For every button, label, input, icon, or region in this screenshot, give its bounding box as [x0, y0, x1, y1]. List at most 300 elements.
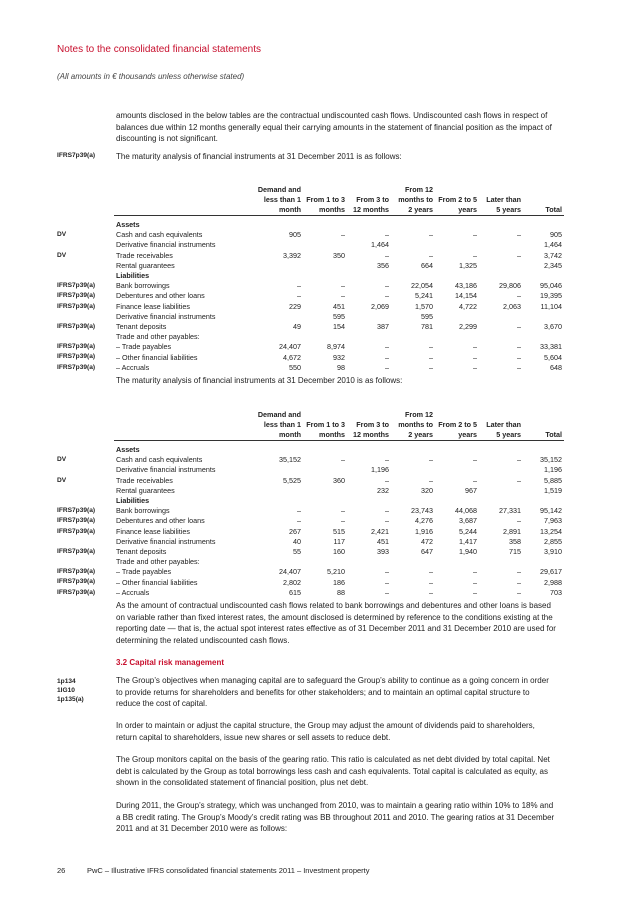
table-cell: 2,421: [371, 526, 389, 536]
table-cell: [435, 465, 479, 475]
table-row: [114, 516, 564, 526]
table-row: [114, 342, 564, 352]
table-cell: 664: [421, 260, 433, 270]
table-cell: –: [297, 291, 301, 301]
table-cell: –: [385, 506, 389, 516]
table-cell: 29,806: [499, 281, 521, 291]
margin-ref-capital-1: 1p134: [57, 678, 76, 685]
table-cell: 98: [337, 362, 345, 372]
table-cell: [523, 312, 564, 322]
table-cell: 2,855: [544, 536, 562, 546]
row-label: – Other financial liabilities: [116, 352, 198, 362]
margin-ref: IFRS7p39(a): [57, 282, 96, 289]
margin-ref: DV: [57, 231, 67, 238]
margin-ref: IFRS7p39(a): [57, 507, 96, 514]
table-cell: 35,152: [279, 455, 301, 465]
table-cell: 5,244: [459, 526, 477, 536]
table-row: [114, 476, 564, 486]
table-row: [114, 506, 564, 516]
table-cell: 387: [377, 321, 389, 331]
table-row: [114, 445, 564, 455]
table-cell: 4,722: [459, 301, 477, 311]
table-cell: [479, 465, 523, 475]
column-header: From 3 to 12 months: [353, 420, 389, 439]
table-cell: [347, 445, 391, 455]
table-cell: –: [385, 342, 389, 352]
table-cell: 2,069: [371, 301, 389, 311]
table-cell: –: [473, 362, 477, 372]
table-row: [114, 302, 564, 312]
table-cell: –: [517, 577, 521, 587]
table-row: [114, 261, 564, 271]
table-row: [114, 577, 564, 587]
row-label: – Accruals: [116, 587, 150, 597]
table-cell: [391, 332, 435, 342]
table-cell: [479, 445, 523, 455]
row-label: Bank borrowings: [116, 281, 170, 291]
table-cell: [254, 445, 303, 455]
maturity-2010-intro: The maturity analysis of financial instruments at 31 December 2010 is as follows:: [116, 376, 403, 385]
table-cell: [347, 557, 391, 567]
table-cell: –: [341, 230, 345, 240]
table-row: [114, 496, 564, 506]
row-label: Liabilities: [116, 496, 150, 506]
table-cell: 95,046: [540, 281, 562, 291]
row-label: Debentures and other loans: [116, 516, 205, 526]
row-label: Finance lease liabilities: [116, 526, 190, 536]
table-cell: –: [385, 281, 389, 291]
table-cell: 1,519: [544, 485, 562, 495]
column-header: From 3 to 12 months: [353, 195, 389, 214]
table-cell: 154: [333, 321, 345, 331]
table-cell: 1,417: [459, 536, 477, 546]
variable-rate-paragraph: As the amount of contractual undiscounted cash flows related to bank borrowings and debentures and other loans is based on variable rather than fixed interest rates, the amount disclosed is determined by reference to the conditions existing at the reporting date — that is, the actual spot interest rates effective as of 31 December 2011 and 31 December 2010 are used for determining the related undiscounted cash flows.: [116, 601, 556, 645]
table-cell: [303, 496, 347, 506]
table-cell: [479, 271, 523, 281]
table-row: [114, 332, 564, 342]
table-cell: 3,670: [544, 321, 562, 331]
table-row: [114, 291, 564, 301]
column-header: Demand and less than 1 month: [257, 410, 301, 439]
table-cell: 2,063: [503, 301, 521, 311]
table-cell: 2,299: [459, 321, 477, 331]
table-row: [114, 322, 564, 332]
table-cell: 33,381: [540, 342, 562, 352]
table-cell: 14,154: [455, 291, 477, 301]
table-cell: [303, 486, 347, 496]
table-cell: 49: [293, 321, 301, 331]
table-cell: –: [517, 567, 521, 577]
page-footer: [57, 866, 370, 875]
table-cell: –: [517, 587, 521, 597]
table-cell: [254, 557, 303, 567]
row-label: Finance lease liabilities: [116, 301, 190, 311]
capital-paragraph-4: During 2011, the Group’s strategy, which was unchanged from 2010, was to maintain a gearing ratio within 10% to 18% and a BB credit rating. The Group’s Moody’s credit rating was BB throughout 2011 and 2010. The gearing ratios at 31 December 2011 and at 31 December 2010 were as follows:: [116, 801, 555, 833]
table-row: [114, 588, 564, 598]
table-cell: [347, 220, 391, 230]
table-cell: –: [517, 291, 521, 301]
column-header: Total: [545, 430, 562, 439]
table-cell: –: [341, 291, 345, 301]
row-label: Trade and other payables:: [116, 332, 200, 342]
margin-ref: IFRS7p39(a): [57, 548, 96, 555]
row-label: – Trade payables: [116, 567, 172, 577]
table-cell: –: [429, 230, 433, 240]
table-cell: 4,672: [283, 352, 301, 362]
table-cell: 360: [333, 475, 345, 485]
table-cell: 595: [421, 311, 433, 321]
table-cell: –: [341, 281, 345, 291]
table-cell: –: [385, 587, 389, 597]
table-cell: [435, 312, 479, 322]
table-cell: [303, 557, 347, 567]
table-cell: 905: [289, 230, 301, 240]
table-cell: [523, 445, 564, 455]
table-cell: 160: [333, 546, 345, 556]
table-cell: –: [473, 455, 477, 465]
table-cell: [523, 220, 564, 230]
margin-ref: IFRS7p39(a): [57, 303, 96, 310]
row-label: Assets: [116, 220, 140, 230]
table-cell: [391, 445, 435, 455]
maturity-2011-intro: The maturity analysis of financial instruments at 31 December 2011 is as follows:: [116, 152, 402, 161]
table-cell: [347, 271, 391, 281]
row-label: Trade receivables: [116, 475, 173, 485]
margin-ref: IFRS7p39(a): [57, 517, 96, 524]
table-cell: 595: [333, 311, 345, 321]
table-row: [114, 230, 564, 240]
table-row: [114, 567, 564, 577]
table-cell: [254, 496, 303, 506]
table-cell: [435, 271, 479, 281]
table-cell: 13,254: [540, 526, 562, 536]
table-cell: [303, 271, 347, 281]
row-label: – Accruals: [116, 362, 150, 372]
table-cell: 95,142: [540, 506, 562, 516]
table-cell: [435, 557, 479, 567]
table-cell: 22,054: [411, 281, 433, 291]
table-cell: –: [517, 342, 521, 352]
table-cell: 5,885: [544, 475, 562, 485]
margin-ref: IFRS7p39(a): [57, 364, 96, 371]
table-row: [114, 455, 564, 465]
capital-paragraph-2: In order to maintain or adjust the capital structure, the Group may adjust the amount of dividends paid to shareholders, return capital to shareholders, issue new shares or sell assets to reduce debt.: [116, 721, 535, 742]
table-cell: –: [473, 567, 477, 577]
table-cell: –: [473, 475, 477, 485]
table-cell: 647: [421, 546, 433, 556]
table-cell: 4,276: [415, 516, 433, 526]
margin-ref-capital-3: 1p135(a): [57, 696, 84, 703]
margin-ref: IFRS7p39(a): [57, 292, 96, 299]
table-cell: 715: [509, 546, 521, 556]
margin-ref: IFRS7p39(a): [57, 528, 96, 535]
table-cell: –: [429, 352, 433, 362]
table-cell: [479, 496, 523, 506]
row-label: Derivative financial instruments: [116, 536, 216, 546]
table-cell: 350: [333, 250, 345, 260]
table-cell: –: [473, 577, 477, 587]
row-label: Tenant deposits: [116, 321, 167, 331]
table-cell: 615: [289, 587, 301, 597]
table-cell: [254, 271, 303, 281]
row-label: Derivative financial instruments: [116, 240, 216, 250]
maturity-table-2011: [114, 171, 564, 373]
table-cell: 320: [421, 485, 433, 495]
table-cell: [523, 332, 564, 342]
table-cell: [523, 557, 564, 567]
table-cell: [435, 445, 479, 455]
column-header: Total: [545, 205, 562, 214]
table-cell: 393: [377, 546, 389, 556]
table-cell: [435, 220, 479, 230]
table-cell: [435, 496, 479, 506]
table-cell: –: [385, 516, 389, 526]
table-cell: –: [429, 587, 433, 597]
table-cell: –: [473, 342, 477, 352]
row-label: Trade receivables: [116, 250, 173, 260]
table-cell: [391, 271, 435, 281]
margin-ref-2011-intro: IFRS7p39(a): [57, 152, 96, 159]
footer-text: PwC – Illustrative IFRS consolidated financial statements 2011 – Investment property: [87, 866, 370, 875]
table-row: [114, 251, 564, 261]
margin-ref: IFRS7p39(a): [57, 589, 96, 596]
capital-paragraph-3: The Group monitors capital on the basis of the gearing ratio. This ratio is calculated as net debt divided by total capital. Net debt is calculated by the Group as total borrowings less cash and cash equivalents. Total capital is calculated as equity, as shown in the consolidated statement of financial position, plus net debt.: [116, 755, 550, 787]
table-cell: 5,604: [544, 352, 562, 362]
table-cell: [347, 312, 391, 322]
table-cell: [347, 332, 391, 342]
table-cell: 472: [421, 536, 433, 546]
table-cell: 43,186: [455, 281, 477, 291]
table-cell: 648: [550, 362, 562, 372]
table-cell: 1,464: [371, 240, 389, 250]
table-cell: 19,395: [540, 291, 562, 301]
table-cell: –: [517, 362, 521, 372]
table-cell: 5,241: [415, 291, 433, 301]
margin-ref-capital-2: 1IG10: [57, 687, 75, 694]
table-cell: –: [517, 352, 521, 362]
table-row: [114, 527, 564, 537]
column-header: From 2 to 5 years: [438, 420, 477, 439]
column-header: [114, 171, 254, 216]
table-cell: [303, 445, 347, 455]
table-cell: 55: [293, 546, 301, 556]
table-cell: –: [517, 516, 521, 526]
column-header: From 2 to 5 years: [438, 195, 477, 214]
row-label: Cash and cash equivalents: [116, 455, 203, 465]
table-cell: 7,963: [544, 516, 562, 526]
table-row: [114, 486, 564, 496]
table-cell: 515: [333, 526, 345, 536]
table-cell: [479, 261, 523, 271]
column-header: From 12 months to 2 years: [398, 410, 433, 439]
table-cell: 186: [333, 577, 345, 587]
table-cell: –: [385, 577, 389, 587]
table-cell: 1,570: [415, 301, 433, 311]
table-cell: [254, 240, 303, 250]
column-header: From 1 to 3 months: [306, 420, 345, 439]
margin-ref: IFRS7p39(a): [57, 343, 96, 350]
table-cell: –: [341, 506, 345, 516]
page-header-subtitle: (All amounts in € thousands unless otherwise stated): [57, 72, 245, 81]
table-cell: 267: [289, 526, 301, 536]
table-cell: [391, 240, 435, 250]
row-label: – Trade payables: [116, 342, 172, 352]
table-cell: [391, 220, 435, 230]
row-label: Bank borrowings: [116, 506, 170, 516]
table-cell: –: [385, 291, 389, 301]
table-row: [114, 271, 564, 281]
table-cell: –: [429, 577, 433, 587]
table-cell: [254, 465, 303, 475]
table-cell: –: [297, 516, 301, 526]
row-label: Assets: [116, 445, 140, 455]
maturity-table-2010: [114, 396, 564, 598]
table-cell: –: [385, 567, 389, 577]
row-label: Tenant deposits: [116, 546, 167, 556]
table-cell: 3,392: [283, 250, 301, 260]
table-cell: 88: [337, 587, 345, 597]
table-cell: [347, 496, 391, 506]
table-cell: [391, 557, 435, 567]
row-label: Rental guarantees: [116, 260, 175, 270]
table-cell: [303, 332, 347, 342]
table-cell: –: [297, 281, 301, 291]
table-cell: –: [429, 342, 433, 352]
table-cell: [303, 220, 347, 230]
table-cell: –: [385, 362, 389, 372]
table-cell: 5,210: [327, 567, 345, 577]
table-cell: 11,104: [540, 301, 562, 311]
table-cell: 35,152: [540, 455, 562, 465]
table-cell: [303, 465, 347, 475]
table-row: [114, 240, 564, 250]
table-cell: –: [429, 455, 433, 465]
table-row: [114, 312, 564, 322]
margin-ref: DV: [57, 252, 67, 259]
table-cell: –: [429, 567, 433, 577]
table-row: [114, 465, 564, 475]
table-cell: 3,910: [544, 546, 562, 556]
table-cell: 905: [550, 230, 562, 240]
table-row: [114, 547, 564, 557]
table-cell: [523, 271, 564, 281]
table-cell: 550: [289, 362, 301, 372]
table-cell: 23,743: [411, 506, 433, 516]
table-cell: 2,988: [544, 577, 562, 587]
table-cell: 40: [293, 536, 301, 546]
table-cell: 451: [333, 301, 345, 311]
capital-risk-heading: 3.2 Capital risk management: [116, 658, 225, 667]
table-cell: 3,687: [459, 516, 477, 526]
table-cell: –: [517, 475, 521, 485]
table-cell: 24,407: [279, 567, 301, 577]
table-cell: 1,916: [415, 526, 433, 536]
row-label: Cash and cash equivalents: [116, 230, 203, 240]
table-cell: –: [517, 455, 521, 465]
margin-ref: DV: [57, 456, 67, 463]
column-header: Demand and less than 1 month: [257, 185, 301, 214]
table-cell: [303, 240, 347, 250]
table-cell: 29,617: [540, 567, 562, 577]
table-cell: 2,891: [503, 526, 521, 536]
column-header: From 12 months to 2 years: [398, 185, 433, 214]
table-cell: –: [385, 352, 389, 362]
table-cell: –: [341, 516, 345, 526]
table-cell: [479, 240, 523, 250]
table-cell: [479, 557, 523, 567]
table-row: [114, 363, 564, 373]
table-cell: –: [341, 455, 345, 465]
table-cell: [479, 312, 523, 322]
column-header: From 1 to 3 months: [306, 195, 345, 214]
capital-paragraph-1: The Group’s objectives when managing capital are to safeguard the Group’s ability to continue as a going concern in order to provide returns for shareholders and benefits for other stakeholders; and to maintain an optimal capital structure to reduce the cost of capital.: [116, 676, 549, 708]
table-cell: 2,802: [283, 577, 301, 587]
table-cell: [479, 332, 523, 342]
table-cell: [254, 261, 303, 271]
table-cell: [254, 486, 303, 496]
table-cell: 24,407: [279, 342, 301, 352]
table-cell: 451: [377, 536, 389, 546]
margin-ref: IFRS7p39(a): [57, 323, 96, 330]
page-header-title: Notes to the consolidated financial statements: [57, 44, 262, 55]
table-cell: 2,345: [544, 260, 562, 270]
column-header: Later than 5 years: [486, 195, 521, 214]
table-cell: –: [517, 230, 521, 240]
row-label: Derivative financial instruments: [116, 465, 216, 475]
row-label: Derivative financial instruments: [116, 311, 216, 321]
table-cell: –: [429, 250, 433, 260]
table-cell: 1,464: [544, 240, 562, 250]
column-header: Later than 5 years: [486, 420, 521, 439]
table-cell: 3,742: [544, 250, 562, 260]
table-cell: 5,525: [283, 475, 301, 485]
table-cell: 27,331: [499, 506, 521, 516]
table-cell: [391, 496, 435, 506]
table-row: [114, 537, 564, 547]
table-row: [114, 557, 564, 567]
table-cell: 8,974: [327, 342, 345, 352]
table-cell: [254, 332, 303, 342]
table-cell: 1,940: [459, 546, 477, 556]
table-cell: 781: [421, 321, 433, 331]
table-cell: 967: [465, 485, 477, 495]
table-cell: 117: [333, 536, 345, 546]
table-cell: 232: [377, 485, 389, 495]
table-cell: 703: [550, 587, 562, 597]
table-cell: 1,196: [544, 465, 562, 475]
table-cell: –: [297, 506, 301, 516]
row-label: Rental guarantees: [116, 485, 175, 495]
intro-paragraph: amounts disclosed in the below tables are the contractual undiscounted cash flows. Undiscounted cash flows in respect of balances due within 12 months generally equal their carrying amounts in the statement of financial position as the impact of discounting is not significant.: [116, 111, 552, 143]
table-cell: [254, 220, 303, 230]
table-cell: 932: [333, 352, 345, 362]
table-cell: 358: [509, 536, 521, 546]
row-label: Debentures and other loans: [116, 291, 205, 301]
table-cell: –: [517, 321, 521, 331]
page-number: 26: [57, 866, 66, 875]
table-cell: –: [517, 250, 521, 260]
table-cell: –: [473, 230, 477, 240]
table-row: [114, 220, 564, 230]
table-cell: –: [473, 250, 477, 260]
table-cell: –: [385, 475, 389, 485]
table-cell: –: [473, 352, 477, 362]
table-row: [114, 281, 564, 291]
table-cell: [391, 465, 435, 475]
table-cell: [435, 332, 479, 342]
table-cell: [254, 312, 303, 322]
margin-ref: IFRS7p39(a): [57, 578, 96, 585]
